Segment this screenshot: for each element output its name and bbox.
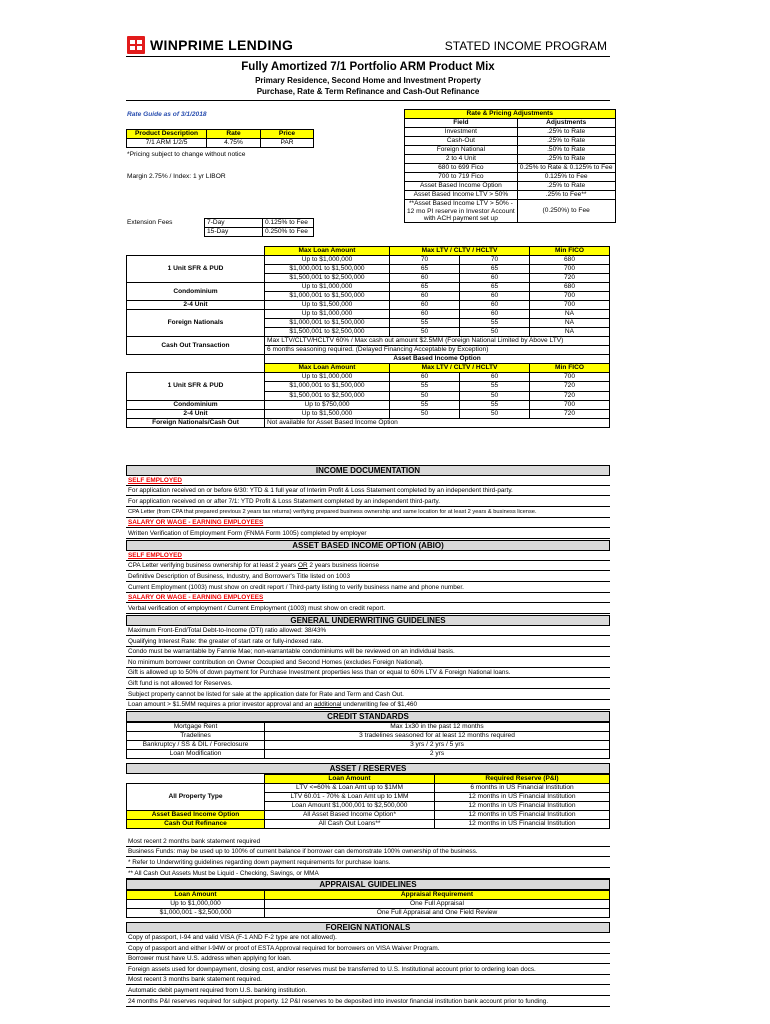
adjustments-title: Rate & Pricing Adjustments (405, 110, 616, 119)
table-cell: One Full Appraisal (265, 900, 610, 909)
product-desc-header: Product Description (127, 130, 207, 139)
abi-not-available: Not available for Asset Based Income Option (265, 418, 610, 427)
credit-header: CREDIT STANDARDS (126, 711, 610, 722)
salary-wage-label: SALARY OR WAGE - EARNING EMPLOYEES (128, 594, 264, 601)
adj-value: .25% to Rate (517, 137, 615, 146)
reserve-note: Most recent 2 months bank statement required (126, 837, 610, 847)
adj-field: 2 to 4 Unit (405, 155, 518, 164)
table-cell: $1,000,001 to $1,500,000 (265, 292, 390, 301)
page-title: Fully Amortized 7/1 Portfolio ARM Product Mix (241, 61, 495, 73)
table-cell: Loan Amount (265, 775, 435, 784)
table-cell: Max LTV / CLTV / HCLTV (390, 364, 530, 373)
income-line: For application received on or after 7/1: YTD Profit & Loss Statement completed by an independent third-party. (126, 497, 610, 507)
table-cell: $1,000,001 - $2,500,000 (127, 909, 265, 918)
table-cell: Max 1x30 in the past 12 months (265, 723, 610, 732)
table-cell: 65 (460, 265, 530, 274)
table-cell: $1,500,001 to $2,500,000 (265, 391, 390, 400)
table-cell: Up to $1,000,000 (127, 900, 265, 909)
table-cell: $1,000,001 to $1,500,000 (265, 265, 390, 274)
table-cell: 3 yrs / 2 yrs / 5 yrs (265, 741, 610, 750)
group-label: Cash Out Transaction (127, 337, 265, 355)
table-cell: 12 months in US Financial Institution (435, 811, 610, 820)
group-label: Condominium (127, 283, 265, 301)
table-cell: Loan Amount (127, 891, 265, 900)
adj-field: Asset Based Income LTV > 50% (405, 191, 518, 200)
table-cell: All Cash Out Loans** (265, 820, 435, 829)
table-cell: 60 (460, 310, 530, 319)
table-cell: 680 (530, 256, 610, 265)
adjustments-table (404, 109, 616, 223)
table-cell: Required Reserve (P&I) (435, 775, 610, 784)
table-cell: 65 (460, 283, 530, 292)
page-subtitle-1: Primary Residence, Second Home and Investment Property (255, 76, 481, 85)
table-cell: 65 (390, 283, 460, 292)
adj-value: .25% to Fee** (517, 191, 615, 200)
table-cell: 12 months in US Financial Institution (435, 802, 610, 811)
foreign-national-line: Copy of passport, I-94 and valid VISA (F-1 AND F-2 type are not allowed). (126, 933, 610, 943)
rate-header: Rate (207, 130, 261, 139)
table-cell: 720 (530, 391, 610, 400)
table-cell: 700 (530, 301, 610, 310)
table-cell: 55 (460, 382, 530, 391)
rate-guide-date: Rate Guide as of 3/1/2018 (127, 111, 207, 118)
group-label: Asset Based Income Option (127, 811, 265, 820)
table-cell: 60 (390, 292, 460, 301)
abi-title: Asset Based Income Option (265, 355, 610, 364)
foreign-national-line: Foreign assets used for downpayment, closing cost, and/or reserves must be transferred to U.S. Institutional account prior to ordering loan docs. (126, 965, 610, 975)
group-label: 2-4 Unit (127, 409, 265, 418)
table-cell: Bankruptcy / SS & DIL / Foreclosure (127, 741, 265, 750)
table-cell: 50 (390, 409, 460, 418)
appraisal-header: APPRAISAL GUIDELINES (126, 879, 610, 890)
margin-index: Margin 2.75% / Index: 1 yr LIBOR (127, 173, 226, 180)
table-cell: Up to $1,500,000 (265, 301, 390, 310)
table-cell: 65 (390, 265, 460, 274)
table-cell: 60 (460, 292, 530, 301)
group-label: Cash Out Refinance (127, 820, 265, 829)
table-cell: Appraisal Requirement (265, 891, 610, 900)
table-cell: 60 (390, 310, 460, 319)
price-header: Price (261, 130, 314, 139)
ext-fee: 0.250% to Fee (263, 228, 314, 237)
table-cell: $1,500,001 to $2,500,000 (265, 274, 390, 283)
table-cell: 720 (530, 382, 610, 391)
ext-term: 15-Day (205, 228, 263, 237)
adj-field: Investment (405, 128, 518, 137)
table-cell: 60 (460, 373, 530, 382)
abio-line: Verbal verification of employment / Current Employment (1003) must show on credit report. (126, 604, 610, 614)
adj-field: Cash-Out (405, 137, 518, 146)
guideline-line: Loan amount > $1.5MM requires a prior investor approval and an additional underwriting fee of $1,460 (126, 700, 610, 710)
table-cell: 55 (390, 319, 460, 328)
table-cell: Max Loan Amount (265, 364, 390, 373)
income-line: For application received on or before 6/30: YTD & 1 full year of Interim Profit & Loss Statement completed by an independent third-party. (126, 486, 610, 496)
adj-value: .25% to Rate (517, 128, 615, 137)
table-cell: 50 (460, 328, 530, 337)
adj-field: 680 to 699 Fico (405, 164, 518, 173)
underwriting-header: GENERAL UNDERWRITING GUIDELINES (126, 615, 610, 626)
table-cell: 6 months in US Financial Institution (435, 784, 610, 793)
adjustments-header: Adjustments (517, 119, 615, 128)
adj-value: .25% to Rate (517, 182, 615, 191)
table-cell: LTV <=60% & Loan Amt up to $1MM (265, 784, 435, 793)
table-cell: 2 yrs (265, 750, 610, 759)
table-cell: 12 months in US Financial Institution (435, 820, 610, 829)
ltv-table (126, 246, 610, 428)
table-cell: $1,000,001 to $1,500,000 (265, 382, 390, 391)
adj-value: 0.125% to Fee (517, 173, 615, 182)
table-cell: 700 (530, 373, 610, 382)
table-cell: 50 (460, 409, 530, 418)
table-cell: Up to $1,000,000 (265, 283, 390, 292)
table-cell: NA (530, 319, 610, 328)
income-doc-header: INCOME DOCUMENTATION (126, 465, 610, 476)
table-cell: $1,000,001 to $1,500,000 (265, 319, 390, 328)
page-subtitle-2: Purchase, Rate & Term Refinance and Cash-Out Refinance (256, 87, 480, 96)
table-cell: Up to $1,000,000 (265, 310, 390, 319)
self-employed-label: SELF EMPLOYED (128, 552, 182, 559)
table-cell: LTV 60.01 - 70% & Loan Amt up to 1MM (265, 793, 435, 802)
guideline-line: Maximum Front-End/Total Debt-to-Income (DTI) ratio allowed: 38/43% (126, 626, 610, 636)
ext-term: 7-Day (205, 219, 263, 228)
foreign-header: FOREIGN NATIONALS (126, 922, 610, 933)
table-cell: All Asset Based Income Option* (265, 811, 435, 820)
table-cell: 55 (390, 382, 460, 391)
adj-field: 700 to 719 Fico (405, 173, 518, 182)
cash-out-note: 6 months seasoning required. (Delayed Financing Acceptable by Exception) (265, 346, 610, 355)
field-header: Field (405, 119, 518, 128)
table-cell: Loan Amount $1,000,001 to $2,500,000 (265, 802, 435, 811)
table-cell: Tradelines (127, 732, 265, 741)
table-cell: 700 (530, 400, 610, 409)
table-cell: 50 (460, 391, 530, 400)
table-cell: NA (530, 310, 610, 319)
table-cell: 720 (530, 409, 610, 418)
income-line: Written Verification of Employment Form (FNMA Form 1005) completed by employer (126, 529, 610, 539)
foreign-national-line: Automatic debit payment required from U.S. banking institution. (126, 986, 610, 996)
ext-fee: 0.125% to Fee (263, 219, 314, 228)
extension-fees-table (204, 218, 314, 237)
group-label: All Property Type (127, 784, 265, 811)
table-cell: NA (530, 328, 610, 337)
guideline-line: Gift is allowed up to 50% of down payment for Purchase Investment properties less than or equal to 60% LTV & Foreign National loans. (126, 668, 610, 678)
adj-value: (0.250%) to Fee (517, 200, 615, 223)
guideline-line: Condo must be warrantable by Fannie Mae; non-warrantable condominiums will be reviewed on an individual basis. (126, 647, 610, 657)
table-cell: 50 (390, 328, 460, 337)
table-cell: Up to $1,000,000 (265, 256, 390, 265)
max-ltv-header: Max LTV / CLTV / HCLTV (390, 247, 530, 256)
table-cell: Up to $1,000,000 (265, 373, 390, 382)
adj-field: **Asset Based Income LTV > 50% - 12 mo PI reserve in Investor Account with ACH payment set up (405, 200, 518, 223)
reserves-table (126, 774, 610, 829)
table-cell: 60 (390, 301, 460, 310)
table-cell: Mortgage Rent (127, 723, 265, 732)
cash-out-note: Max LTV/CLTV/HCLTV 60% / Max cash out amount $2.5MM (Foreign National Limited by Above LTV) (265, 337, 610, 346)
foreign-national-line: Most recent 3 months bank statement required. (126, 975, 610, 985)
pricing-note: *Pricing subject to change without notice (127, 151, 246, 158)
adj-value: .50% to Rate (517, 146, 615, 155)
table-cell: 70 (390, 256, 460, 265)
abio-line: Definitive Description of Business, Industry, and Borrower's Title listed on 1003 (126, 572, 610, 582)
table-cell: 55 (390, 400, 460, 409)
self-employed-label: SELF EMPLOYED (128, 477, 182, 484)
guideline-line: Qualifying Interest Rate: the greater of start rate or fully-indexed rate. (126, 637, 610, 647)
abio-line: Current Employment (1003) must show on credit report / Third-party listing to verify business name and phone number. (126, 583, 610, 593)
table-cell: 3 tradelines seasoned for at least 12 months required (265, 732, 610, 741)
foreign-national-line: Borrower must have U.S. address when applying for loan. (126, 954, 610, 964)
min-fico-header: Min FICO (530, 247, 610, 256)
table-cell: 680 (530, 283, 610, 292)
credit-table (126, 722, 610, 759)
adj-field: Foreign National (405, 146, 518, 155)
table-cell: $1,500,001 to $2,500,000 (265, 328, 390, 337)
table-cell: 60 (390, 274, 460, 283)
table-cell: 60 (460, 301, 530, 310)
foreign-national-line: Copy of passport and either I-94W or proof of ESTA Approval required for borrowers on VISA Waiver Program. (126, 944, 610, 954)
guideline-line: Subject property cannot be listed for sale at the application date for Rate and Term and Cash Out. (126, 690, 610, 700)
group-label: Foreign Nationals/Cash Out (127, 418, 265, 427)
adj-value: .25% to Rate (517, 155, 615, 164)
group-label: 1 Unit SFR & PUD (127, 256, 265, 283)
table-cell: 700 (530, 292, 610, 301)
rate-value: 4.75% (207, 139, 261, 148)
group-label: Foreign Nationals (127, 310, 265, 337)
income-line: CPA Letter (from CPA that prepared previous 2 years tax returns) verifying prepared business ownership and same location for at least 2 years & business license. (126, 508, 610, 518)
max-loan-header: Max Loan Amount (265, 247, 390, 256)
product-table (126, 129, 314, 148)
reserves-header: ASSET / RESERVES (126, 763, 610, 774)
table-cell: 700 (530, 265, 610, 274)
table-cell: 720 (530, 274, 610, 283)
group-label: 2-4 Unit (127, 301, 265, 310)
foreign-national-line: 24 months P&I reserves required for subject property. 12 P&I reserves to be deposited into investor financial institution bank account prior to funding. (126, 997, 610, 1007)
table-cell: Up to $1,500,000 (265, 409, 390, 418)
appraisal-table (126, 890, 610, 918)
table-cell: 12 months in US Financial Institution (435, 793, 610, 802)
logo-icon (127, 36, 145, 54)
product-desc: 7/1 ARM 1/2/5 (127, 139, 207, 148)
salary-wage-label: SALARY OR WAGE - EARNING EMPLOYEES (128, 519, 264, 526)
program-title: STATED INCOME PROGRAM (444, 39, 607, 53)
group-label: 1 Unit SFR & PUD (127, 373, 265, 400)
table-cell: 50 (390, 391, 460, 400)
group-label: Condominium (127, 400, 265, 409)
price-value: PAR (261, 139, 314, 148)
guideline-line: Gift fund is not allowed for Reserves. (126, 679, 610, 689)
table-cell: 60 (390, 373, 460, 382)
adj-value: 0.25% to Rate & 0.125% to Fee (517, 164, 615, 173)
table-cell: Up to $750,000 (265, 400, 390, 409)
guideline-line: No minimum borrower contribution on Owner Occupied and Second Homes (excludes Foreign National). (126, 658, 610, 668)
table-cell: Min FICO (530, 364, 610, 373)
table-cell: One Full Appraisal and One Field Review (265, 909, 610, 918)
table-cell: 55 (460, 400, 530, 409)
table-cell: Loan Modification (127, 750, 265, 759)
adj-field: Asset Based Income Option (405, 182, 518, 191)
table-cell: 70 (460, 256, 530, 265)
abio-header: ASSET BASED INCOME OPTION (ABIO) (126, 540, 610, 551)
reserve-note: * Refer to Underwriting guidelines regarding down payment requirements for purchase loans. (126, 858, 610, 868)
reserve-note: Business Funds: may be used up to 100% of current balance if borrower can demonstrate 100% ownership of the business. (126, 847, 610, 857)
table-cell: 60 (460, 274, 530, 283)
brand-name: WINPRIME LENDING (150, 37, 294, 53)
table-cell: 55 (460, 319, 530, 328)
abio-line: CPA Letter verifying business ownership for at least 2 years OR 2 years business license (126, 561, 610, 571)
extension-fees-label: Extension Fees (127, 219, 173, 226)
reserve-note: ** All Cash Out Assets Must be Liquid - Checking, Savings, or MMA (126, 869, 610, 879)
